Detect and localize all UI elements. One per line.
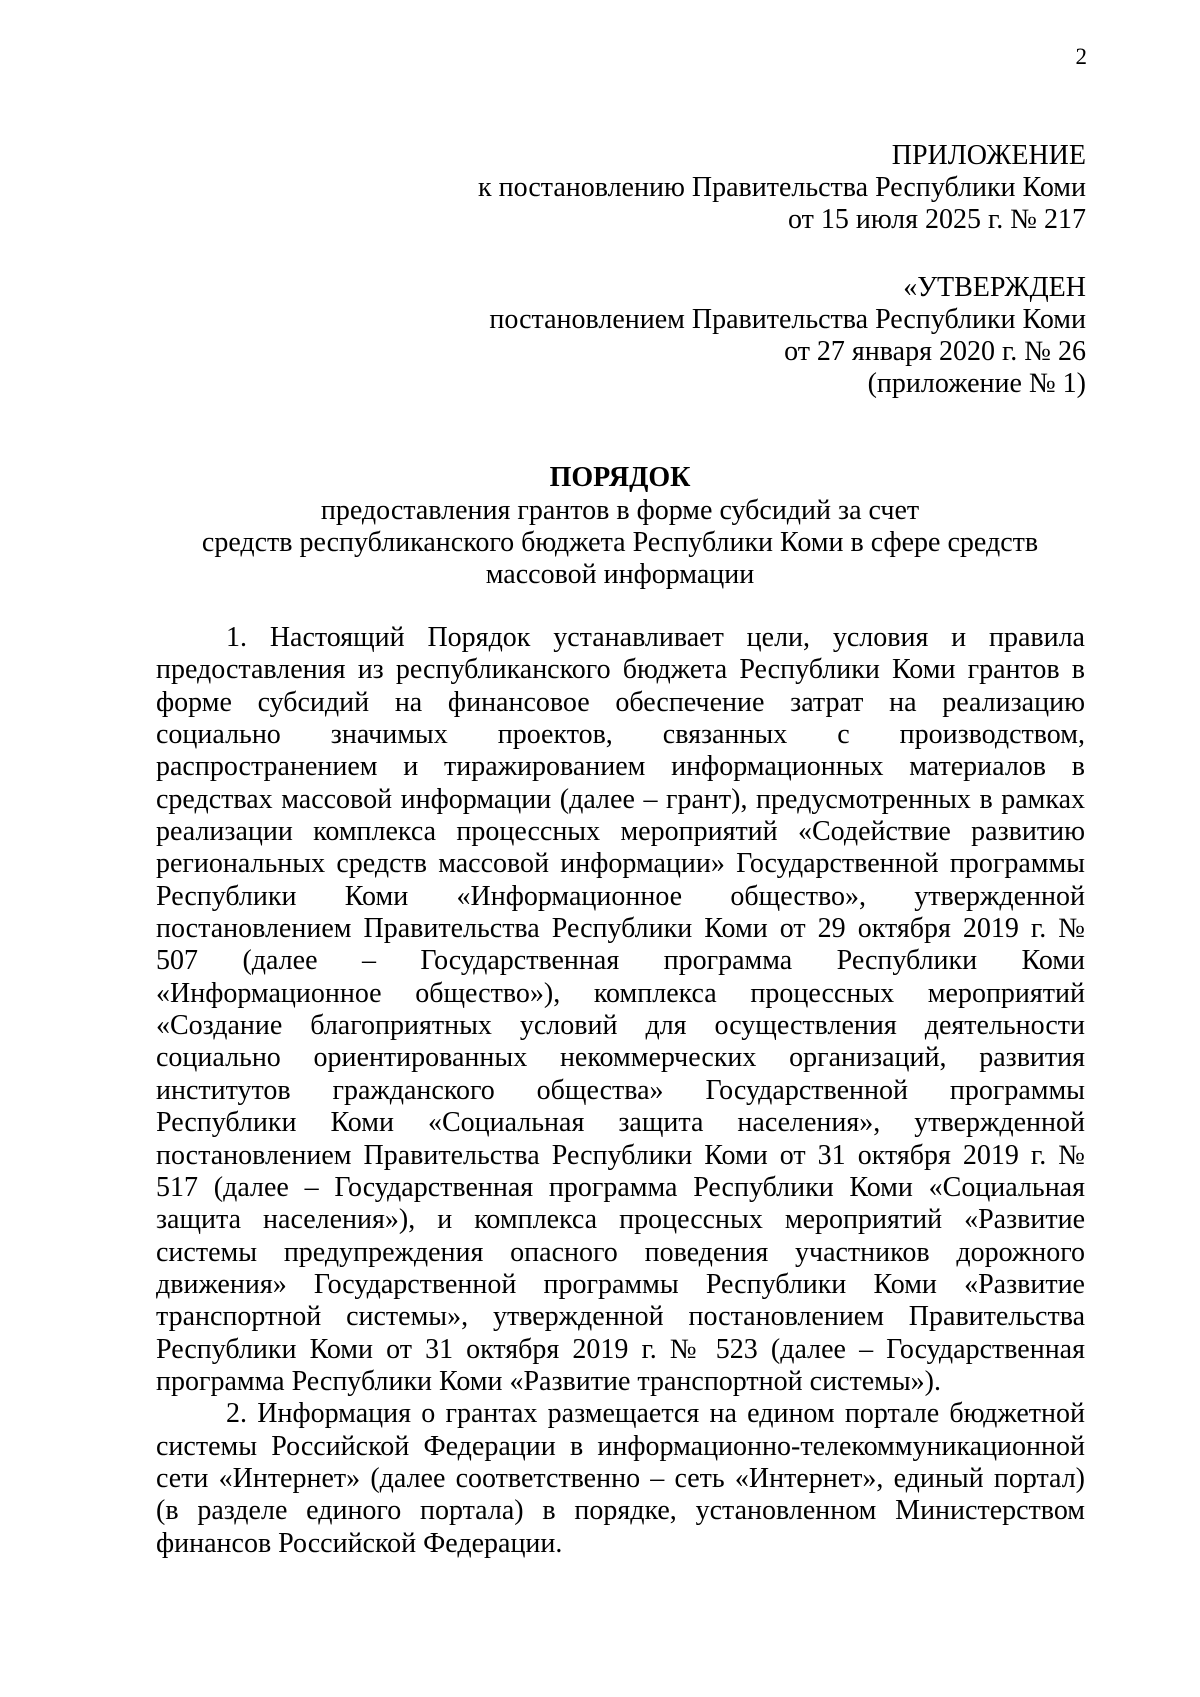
paragraph-line: форме субсидий на финансовое обеспечение затрат на реализацию <box>156 686 1085 718</box>
paragraph-line: системы предупреждения опасного поведения участников дорожного <box>156 1236 1085 1268</box>
document-title: ПОРЯДОК <box>549 462 691 493</box>
paragraph-line: постановлением Правительства Республики Коми от 31 октября 2019 г. № <box>156 1139 1085 1171</box>
paragraph-line: программа Республики Коми «Развитие транспортной системы»). <box>156 1365 941 1397</box>
paragraph-line: 507 (далее – Государственная программа Республики Коми <box>156 945 1085 977</box>
appendix-line: ПРИЛОЖЕНИЕ <box>891 140 1086 171</box>
paragraph-line: сети «Интернет» (далее соответственно – сеть «Интернет», единый портал) <box>156 1462 1085 1494</box>
paragraph-line: институтов гражданского общества» Государственной программы <box>156 1074 1085 1106</box>
page-number: 2 <box>1075 44 1087 69</box>
paragraph-1 <box>156 622 1085 1398</box>
paragraph-line: социально значимых проектов, связанных с производством, <box>156 719 1085 751</box>
approved-line: постановлением Правительства Республики Коми <box>489 304 1086 335</box>
paragraph-line: распространением и тиражированием информационных материалов в <box>156 751 1085 783</box>
paragraph-line: социально ориентированных некоммерческих организаций, развития <box>156 1042 1085 1074</box>
paragraph-line: средствах массовой информации (далее – грант), предусмотренных в рамках <box>156 783 1085 815</box>
approved-line: «УТВЕРЖДЕН <box>903 272 1086 303</box>
document-title-block <box>155 462 1085 591</box>
approved-line: (приложение № 1) <box>867 368 1086 399</box>
document-subtitle-line: массовой информации <box>485 559 755 590</box>
paragraph-line: 2. Информация о грантах размещается на едином портале бюджетной <box>226 1398 1085 1430</box>
paragraph-line: региональных средств массовой информации» Государственной программы <box>156 848 1085 880</box>
paragraph-line: 1. Настоящий Порядок устанавливает цели, условия и правила <box>226 622 1085 653</box>
paragraph-line: защита населения»), и комплекса процессных мероприятий «Развитие <box>156 1204 1085 1236</box>
paragraph-line: (в разделе единого портала) в порядке, установленном Министерством <box>156 1495 1085 1527</box>
paragraph-line: 517 (далее – Государственная программа Республики Коми «Социальная <box>156 1171 1085 1203</box>
paragraph-line: постановлением Правительства Республики Коми от 29 октября 2019 г. № <box>156 913 1085 945</box>
approved-header <box>489 272 1086 400</box>
approved-line: от 27 января 2020 г. № 26 <box>784 336 1086 367</box>
paragraph-2 <box>156 1398 1085 1560</box>
paragraph-line: «Создание благоприятных условий для осуществления деятельности <box>156 1010 1085 1042</box>
paragraph-line: предоставления из республиканского бюджета Республики Коми грантов в <box>156 654 1085 686</box>
appendix-line: к постановлению Правительства Республики Коми <box>478 172 1086 203</box>
paragraph-line: движения» Государственной программы Республики Коми «Развитие <box>156 1268 1085 1300</box>
paragraph-line: финансов Российской Федерации. <box>156 1527 563 1559</box>
paragraph-line: Республики Коми «Социальная защита населения», утвержденной <box>156 1107 1085 1139</box>
document-body <box>156 622 1085 1560</box>
appendix-line: от 15 июля 2025 г. № 217 <box>788 204 1086 235</box>
document-subtitle-line: средств республиканского бюджета Республики Коми в сфере средств <box>201 527 1039 558</box>
appendix-header <box>478 140 1086 236</box>
paragraph-line: Республики Коми от 31 октября 2019 г. № 523 (далее – Государственная <box>156 1333 1085 1365</box>
paragraph-line: системы Российской Федерации в информационно-телекоммуникационной <box>156 1430 1085 1462</box>
paragraph-line: реализации комплекса процессных мероприятий «Содействие развитию <box>156 816 1085 848</box>
paragraph-line: Республики Коми «Информационное общество», утвержденной <box>156 880 1085 912</box>
paragraph-line: «Информационное общество»), комплекса процессных мероприятий <box>156 977 1085 1009</box>
document-subtitle-line: предоставления грантов в форме субсидий за счет <box>320 495 920 526</box>
paragraph-line: транспортной системы», утвержденной постановлением Правительства <box>156 1301 1085 1333</box>
